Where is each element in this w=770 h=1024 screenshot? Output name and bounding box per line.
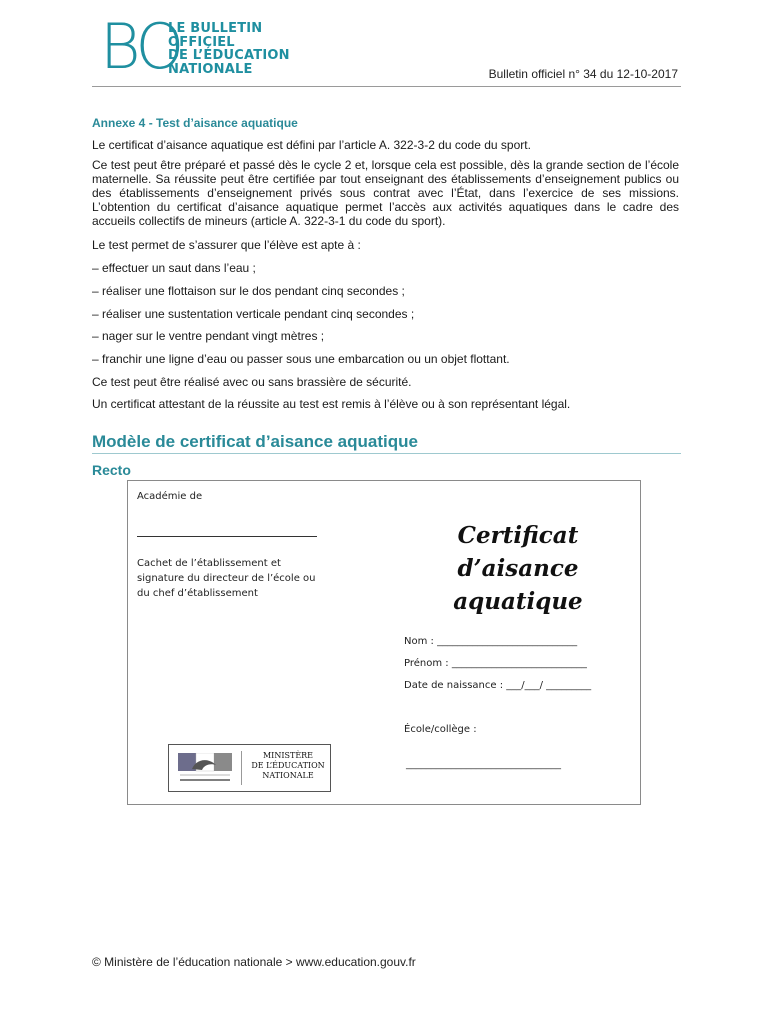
ministere-text	[247, 751, 329, 781]
ecole-label: École/collège :	[404, 724, 477, 735]
paragraph: Ce test peut être réalisé avec ou sans brassière de sécurité.	[92, 375, 412, 389]
logo-line: DE L’ÉDUCATION	[168, 48, 290, 63]
paragraph: Ce test peut être préparé et passé dès le cycle 2 et, lorsque cela est possible, dès la grande section de l’école maternelle. Sa réussite peut être certifiée par tout enseignant des établissements d’enseignement publics ou des établissements d’enseignement privés sous contrat avec l’État, dans l’exercice de ses missions. L’obtention du certificat d’aisance aquatique permet l’accès aux activités aquatiques dans le cadre des accueils collectifs de mineurs (article A. 322-3-1 du code du sport).	[92, 158, 679, 228]
paragraph: Le test permet de s’assurer que l’élève est apte à :	[92, 238, 361, 252]
logo-line: LE BULLETIN	[168, 21, 263, 36]
prenom-field: Prénom : ___________________________	[404, 658, 587, 669]
date-naissance-field: Date de naissance : ___/___/ _________	[404, 680, 592, 691]
bo-logo-letters: BO	[100, 10, 181, 83]
annexe-title: Annexe 4 - Test d’aisance aquatique	[92, 116, 298, 130]
academie-label: Académie de	[137, 491, 203, 502]
certificate-card	[127, 480, 641, 805]
section-divider	[92, 453, 681, 454]
section-title: Modèle de certificat d’aisance aquatique	[92, 432, 418, 451]
list-item: – effectuer un saut dans l’eau ;	[92, 261, 256, 275]
logo-line: NATIONALE	[168, 61, 253, 77]
footer-text: © Ministère de l’éducation nationale > www.education.gouv.fr	[92, 955, 416, 969]
ministere-line: MINISTÈRE	[262, 751, 314, 760]
paragraph: Le certificat d’aisance aquatique est défini par l’article A. 322-3-2 du code du sport.	[92, 138, 531, 152]
logo-line: OFFICIEL	[168, 34, 235, 50]
bo-logo-text	[168, 22, 290, 76]
list-item: – nager sur le ventre pendant vingt mètres ;	[92, 329, 325, 343]
cachet-line: Cachet de l’établissement et	[137, 558, 281, 569]
ecole-line: _______________________________	[406, 759, 561, 770]
ministere-line: DE L’ÉDUCATION	[251, 761, 325, 770]
list-item: – réaliser une flottaison sur le dos pendant cinq secondes ;	[92, 284, 405, 298]
header-divider	[92, 86, 681, 87]
nom-field: Nom : ____________________________	[404, 636, 578, 647]
logo-separator	[241, 751, 242, 785]
list-item: – réaliser une sustentation verticale pendant cinq secondes ;	[92, 307, 415, 321]
certificate-title-line: Certificat d’aisance	[457, 522, 579, 582]
cachet-line: signature du directeur de l’école ou	[137, 573, 316, 584]
ministere-logo	[168, 744, 331, 792]
recto-heading: Recto	[92, 462, 131, 478]
certificate-title	[408, 519, 628, 618]
paragraph: Un certificat attestant de la réussite au test est remis à l’élève ou à son représentant légal.	[92, 397, 571, 411]
ministere-line: NATIONALE	[262, 771, 314, 780]
cachet-label	[137, 556, 316, 601]
cachet-line: du chef d’établissement	[137, 588, 258, 599]
marianne-icon	[178, 753, 234, 783]
bulletin-reference: Bulletin officiel n° 34 du 12-10-2017	[488, 67, 678, 81]
academie-line	[137, 536, 317, 537]
certificate-title-line: aquatique	[453, 588, 583, 615]
list-item: – franchir une ligne d’eau ou passer sous une embarcation ou un objet flottant.	[92, 352, 510, 366]
